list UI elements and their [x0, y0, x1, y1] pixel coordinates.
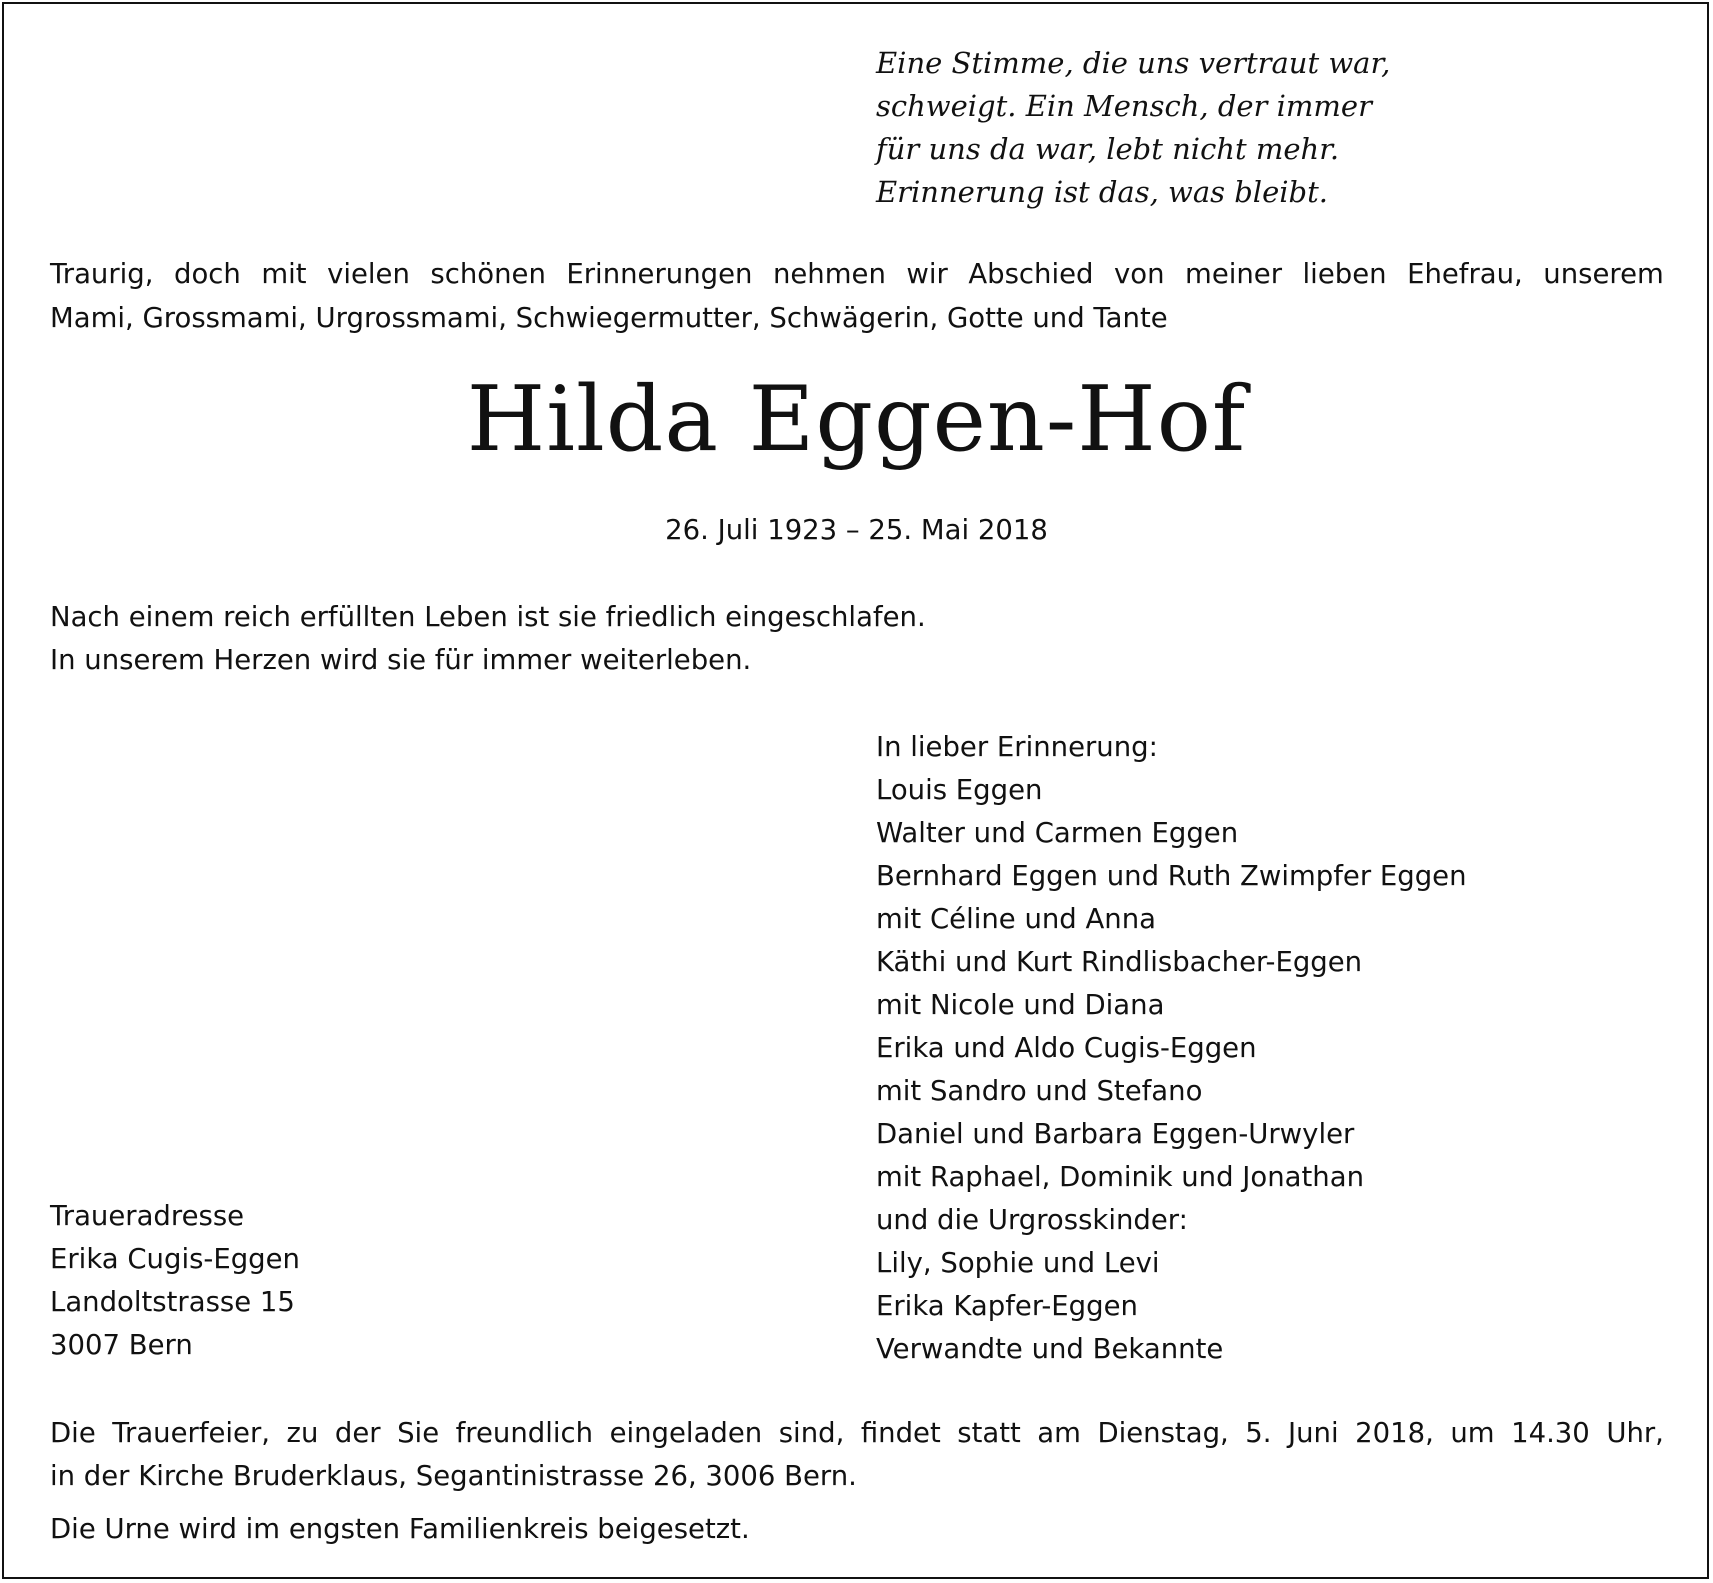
ceremony-word: eingeladen — [609, 1417, 763, 1449]
family-member-line: Erika und Aldo Cugis-Eggen — [876, 1032, 1257, 1064]
ceremony-word: freundlich — [455, 1417, 594, 1449]
motto-verse — [876, 42, 1390, 214]
ceremony-word: der — [334, 1417, 381, 1449]
ceremony-word: am — [1037, 1417, 1081, 1449]
intro-word: schönen — [430, 258, 546, 290]
motto-line: Erinnerung ist das, was bleibt. — [876, 175, 1328, 209]
intro-word: von — [1114, 258, 1165, 290]
address-line: Landoltstrasse 15 — [50, 1286, 295, 1318]
family-member-line: Daniel und Barbara Eggen-Urwyler — [876, 1118, 1355, 1150]
life-dates: 26. Juli 1923 – 25. Mai 2018 — [665, 514, 1048, 546]
intro-line — [50, 252, 1664, 296]
ceremony-word: sind, — [778, 1417, 845, 1449]
intro-line: Mami, Grossmami, Urgrossmami, Schwiegermutter, Schwägerin, Gotte und Tante — [50, 302, 1168, 334]
family-member-line: Louis Eggen — [876, 774, 1043, 806]
address-line: 3007 Bern — [50, 1329, 193, 1361]
motto-line: Eine Stimme, die uns vertraut war, — [876, 46, 1391, 80]
address-line: Erika Cugis-Eggen — [50, 1243, 300, 1275]
ceremony-word: statt — [957, 1417, 1021, 1449]
family-member-line: mit Raphael, Dominik und Jonathan — [876, 1161, 1365, 1193]
family-member-line: mit Céline und Anna — [876, 903, 1157, 935]
intro-word: Abschied — [968, 258, 1094, 290]
ceremony-word: findet — [860, 1417, 941, 1449]
intro-word: vielen — [327, 258, 410, 290]
intro-word: wir — [906, 258, 948, 290]
ceremony-word: Juni — [1288, 1417, 1339, 1449]
intro-word: Ehefrau, — [1407, 258, 1523, 290]
message-paragraph — [50, 596, 926, 682]
deceased-name: Hilda Eggen-Hof — [466, 367, 1247, 472]
ceremony-word: 5. — [1245, 1417, 1272, 1449]
family-member-line: mit Sandro und Stefano — [876, 1075, 1203, 1107]
ceremony-word: 14.30 — [1511, 1417, 1590, 1449]
address-line: Traueradresse — [50, 1200, 245, 1232]
intro-word: Traurig, — [50, 258, 154, 290]
family-member-line: Verwandte und Bekannte — [876, 1333, 1224, 1365]
family-member-line: Erika Kapfer-Eggen — [876, 1290, 1138, 1322]
intro-word: unserem — [1543, 258, 1664, 290]
ceremony-word: Sie — [397, 1417, 440, 1449]
motto-line: für uns da war, lebt nicht mehr. — [876, 132, 1340, 166]
family-member-line: Käthi und Kurt Rindlisbacher-Eggen — [876, 946, 1363, 978]
ceremony-word: 2018, — [1355, 1417, 1434, 1449]
ceremony-word: Dienstag, — [1097, 1417, 1229, 1449]
intro-word: lieben — [1302, 258, 1387, 290]
intro-word: Erinnerungen — [566, 258, 753, 290]
ceremony-word: Uhr, — [1606, 1417, 1664, 1449]
family-member-line: mit Nicole und Diana — [876, 989, 1165, 1021]
intro-word: mit — [261, 258, 307, 290]
family-member-line: Lily, Sophie und Levi — [876, 1247, 1160, 1279]
family-list — [876, 726, 1467, 1371]
family-member-line: Bernhard Eggen und Ruth Zwimpfer Eggen — [876, 860, 1467, 892]
ceremony-word: um — [1450, 1417, 1495, 1449]
message-line: Nach einem reich erfüllten Leben ist sie friedlich eingeschlafen. — [50, 601, 926, 633]
intro-word: nehmen — [772, 258, 886, 290]
ceremony-word: Die — [50, 1417, 96, 1449]
intro-word: doch — [174, 258, 241, 290]
family-member-line: und die Urgrosskinder: — [876, 1204, 1188, 1236]
ceremony-line — [50, 1412, 1664, 1455]
urn-note: Die Urne wird im engsten Familienkreis beigesetzt. — [50, 1513, 750, 1545]
intro-paragraph — [50, 252, 1664, 340]
ceremony-line: in der Kirche Bruderklaus, Segantinistrasse 26, 3006 Bern. — [50, 1460, 857, 1492]
family-heading: In lieber Erinnerung: — [876, 731, 1158, 763]
ceremony-paragraph — [50, 1412, 1664, 1498]
ceremony-word: Trauerfeier, — [112, 1417, 271, 1449]
ceremony-word: zu — [286, 1417, 319, 1449]
family-member-line: Walter und Carmen Eggen — [876, 817, 1239, 849]
message-line: In unserem Herzen wird sie für immer weiterleben. — [50, 644, 752, 676]
intro-word: meiner — [1185, 258, 1283, 290]
mourning-address — [50, 1195, 300, 1367]
motto-line: schweigt. Ein Mensch, der immer — [876, 89, 1372, 123]
